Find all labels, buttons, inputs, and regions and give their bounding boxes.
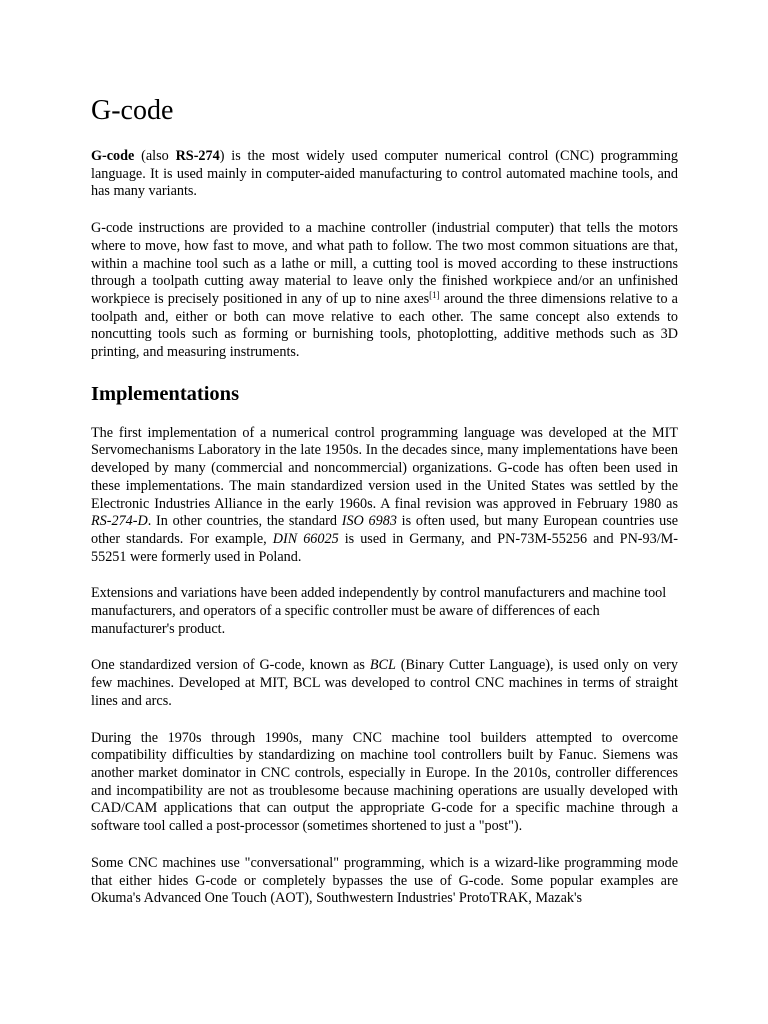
instructions-text-1: G-code instructions are provided to a machine controller (industrial computer) that tells the motors where to move, how fast to move, and what path to follow. The two most common situations are that, within a machine tool such as a lathe or mill, a cutting tool is moved according to these instructions through a toolpath cutting away material to leave only the finished workpiece and/or an unfinished workpiece is precisely positioned in any of up to nine axes (91, 220, 678, 307)
standard-rs-274-d: RS-274-D (91, 513, 148, 530)
section-heading-implementations: Implementations (91, 382, 240, 405)
term-bcl: BCL (369, 657, 396, 674)
history-text-1: The first implementation of a numerical control programming language was developed at the MIT Servomechanisms Laboratory in the late 1950s. In the decades since, many implementations have been developed by many (commercial and noncommercial) organizations. G-code has often been used in these implementations. The main standardized version used in the United States was settled by the Electronic Industries Alliance in the early 1960s. A final revision was approved in February 1980 as (91, 424, 678, 512)
fanuc-paragraph: During the 1970s through 1990s, many CNC machine tool builders attempted to overcome compatibility difficulties by standardizing on machine tool controllers built by Fanuc. Siemens was another market dominator in CNC controls, especially in Europe. In the 2010s, controller differences and incompatibility are not as troublesome because machining operations are usually developed with CAD/CAM applications that can output the appropriate G-code for a specific machine through a software tool called a post-processor (sometimes shortened to just a "post"). (91, 729, 678, 835)
history-text-4: is used in Germany, and PN-73M-55256 and PN-93/M-55251 were formerly used in Poland. (91, 530, 679, 565)
instructions-paragraph (91, 220, 678, 362)
standard-iso-6983: ISO 6983 (341, 513, 397, 530)
document-page (91, 94, 678, 927)
standard-din-66025: DIN 66025 (272, 530, 339, 547)
intro-paragraph (91, 148, 678, 201)
term-g-code: G-code (91, 148, 135, 164)
term-rs-274: RS-274 (175, 148, 220, 164)
conversational-paragraph: Some CNC machines use "conversational" programming, which is a wizard-like programming mode that either hides G-code or completely bypasses the use of G-code. Some popular examples are Okuma's Advanced One Touch (AOT), Southwestern Industries' ProtoTRAK, Mazak's (91, 854, 678, 907)
bcl-text-2: (Binary Cutter Language), is used only on very few machines. Developed at MIT, BCL was developed to control CNC machines in terms of straight lines and arcs. (91, 657, 679, 709)
extensions-paragraph: Extensions and variations have been added independently by control manufacturers and machine tool manufacturers, and operators of a specific controller must be aware of differences of each manufacturer's product. (91, 585, 667, 637)
citation-link[interactable]: [1] (429, 289, 440, 300)
bcl-text-1: One standardized version of G-code, known as (91, 657, 370, 674)
bcl-paragraph (91, 657, 678, 710)
history-text-3: is often used, but many European countries use other standards. For example, (91, 513, 679, 547)
page-title: G-code (91, 95, 174, 126)
intro-text-2: ) is the most widely used computer numerical control (CNC) programming language. It is used mainly in computer-aided manufacturing to control automated machine tools, and has many variants. (91, 148, 678, 200)
instructions-text-2: around the three dimensions relative to a toolpath and, either or both can move relative to each other. The same concept also extends to noncutting tools such as forming or burnishing tools, photoplotting, additive methods such as 3D printing, and measuring instruments. (91, 290, 678, 361)
intro-text-1: (also (134, 148, 176, 164)
history-text-2: . In other countries, the standard (147, 513, 342, 530)
history-paragraph (91, 425, 678, 567)
